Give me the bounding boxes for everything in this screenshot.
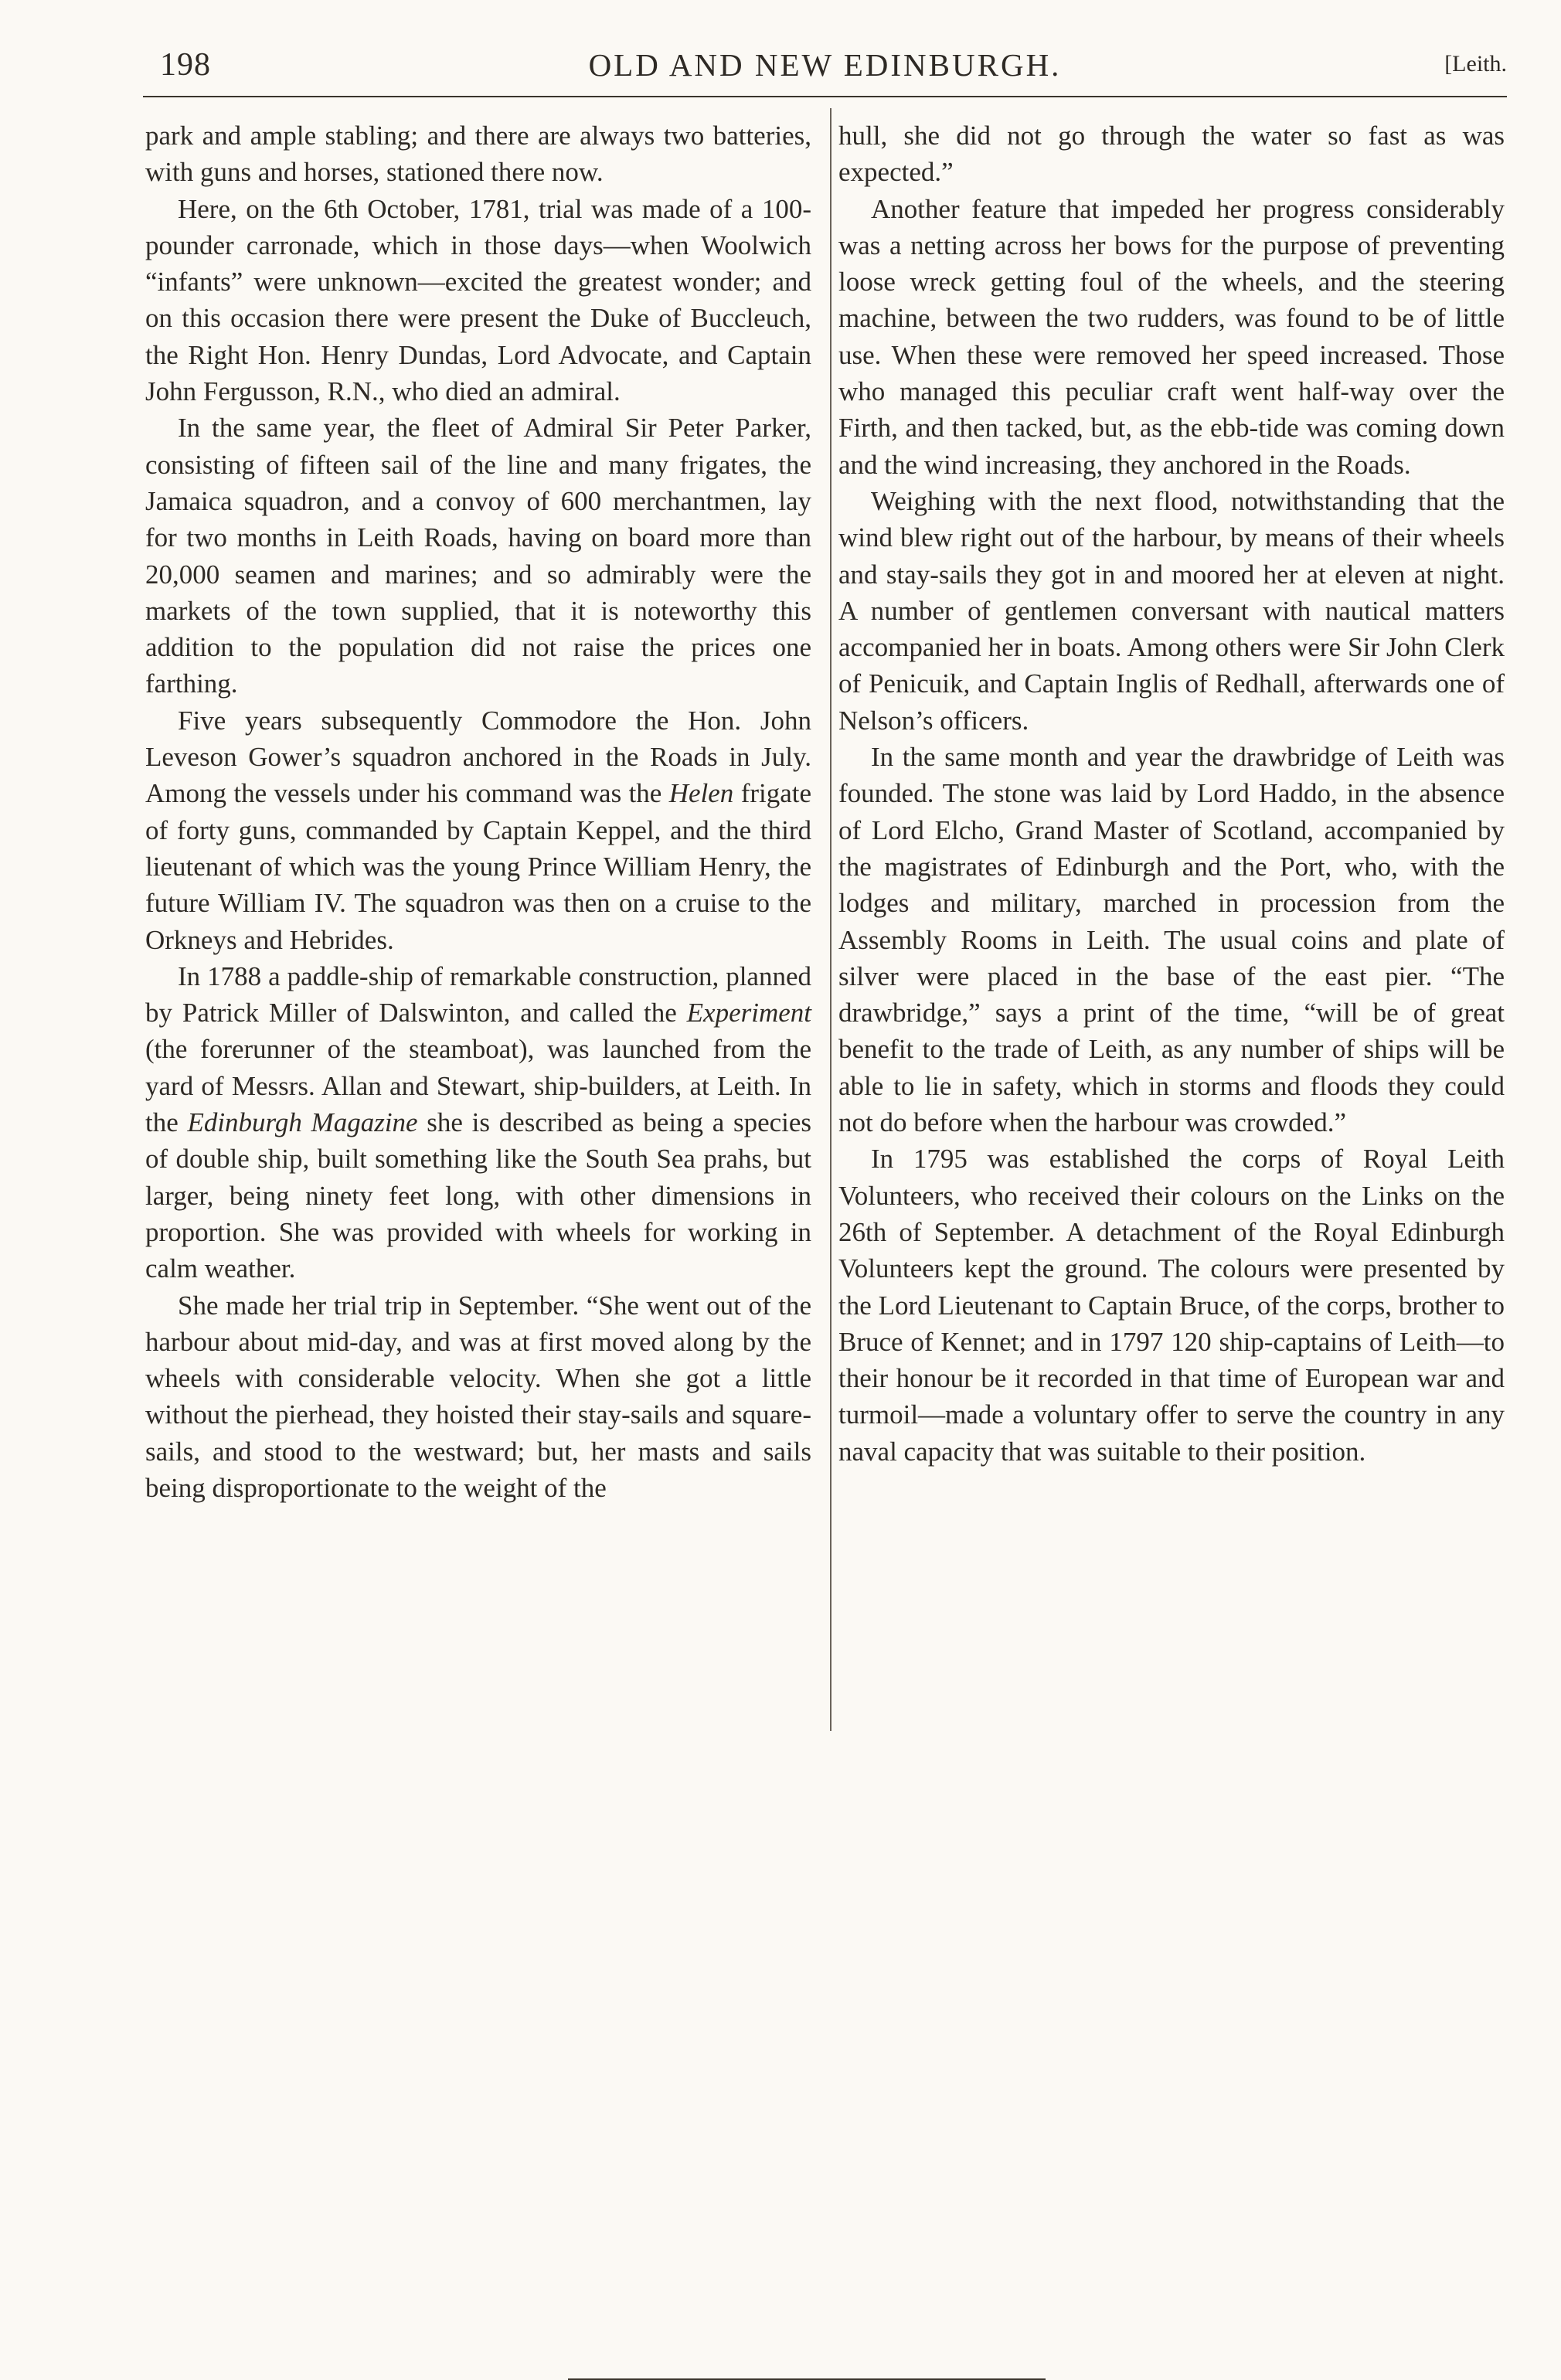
paragraph: park and ample stabling; and there are always two batteries, with guns and horses, stationed there now. (145, 121, 811, 188)
column-divider (830, 108, 832, 1731)
text-run: frigate of forty guns, commanded by Captain Keppel, and the third lieutenant of which was the young Prince William Henry, the future William IV. The squadron was then on a cruise to the Orkneys and Hebrides. (145, 778, 812, 955)
text-run: (the forerunner of the steamboat), was launched from the yard of Messrs. Allan and Stewart, ship-builders, at Leith. In the (145, 1034, 811, 1138)
ship-name: Helen (668, 778, 734, 809)
text-run: In 1788 a paddle-ship of remarkable construction, planned by Patrick Miller of Dalswinton, and called the (145, 960, 811, 1028)
paragraph: Another feature that impeded her progress considerably was a netting across her bows for the purpose of preventing loose wreck getting foul of the wheels, and the steering machine, between the two rudders, was found to be of little use. When these were removed her speed increased. Those who managed this peculiar craft went half-way over the Firth, and then tacked, but, as the ebb-tide was coming down and the wind increasing, they anchored in the Roads. (838, 193, 1505, 480)
page-number: 198 (160, 47, 211, 83)
paragraph (145, 958, 811, 1287)
header-rule (143, 96, 1507, 97)
ship-name: Experiment (686, 998, 811, 1028)
paragraph: In the same month and year the drawbridge of Leith was founded. The stone was laid by Lord Haddo, in the absence of Lord Elcho, Grand Master of Scotland, accompanied by the magistrates of Edinburgh and the Port, who, with the lodges and military, marched in procession from the Assembly Rooms in Leith. The usual coins and plate of silver were placed in the base of the east pier. “The drawbridge,” says a print of the time, “will be of great benefit to the trade of Leith, as any number of ships will be able to lie in safety, which in storms and floods they could not do before when the harbour was crowded.” (838, 742, 1505, 1138)
paragraph: Here, on the 6th October, 1781, trial was made of a 100-pounder carronade, which in those days—when Woolwich “infants” were unknown—excited the greatest wonder; and on this occasion there were present the Duke of Buccleuch, the Right Hon. Henry Dundas, Lord Advocate, and Captain John Fergusson, R.N., who died an admiral. (145, 193, 811, 407)
paragraph: hull, she did not go through the water so fast as was expected.” (838, 121, 1505, 188)
paragraph: Weighing with the next flood, notwithstanding that the wind blew right out of the harbour, by means of their wheels and stay-sails they got in and moored her at eleven at night. A number of gentlemen conversant with nautical matters accompanied her in boats. Among others were Sir John Clerk of Penicuik, and Captain Inglis of Redhall, afterwards one of Nelson’s officers. (838, 485, 1505, 736)
text-run: Five years subsequently Commodore the Hon. John Leveson Gower’s squadron anchored in the Roads in July. Among the vessels under his command was the (145, 705, 811, 809)
paragraph (145, 702, 811, 958)
text-run: she is described as being a species of double ship, built something like the South Sea prahs, but larger, being ninety feet long, with other dimensions in proportion. She was provided with wheels for working in calm weather. (145, 1107, 812, 1284)
paragraph: She made her trial trip in September. “She went out of the harbour about mid-day, and was at first moved along by the wheels with considerable velocity. When she got a little without the pierhead, they hoisted their stay-sails and square-sails, and stood to the westward; but, her masts and sails being disproportionate to the weight of the (145, 1290, 811, 1503)
running-title: OLD AND NEW EDINBURGH. (588, 47, 1062, 83)
publication-title: Edinburgh Magazine (187, 1107, 418, 1138)
paragraph: In the same year, the fleet of Admiral Sir Peter Parker, consisting of fifteen sail of the line and many frigates, the Jamaica squadron, and a convoy of 600 merchantmen, lay for two months in Leith Roads, having on board more than 20,000 seamen and marines; and so admirably were the markets of the town supplied, that it is noteworthy this addition to the population did not raise the prices one farthing. (145, 413, 811, 699)
left-column (145, 117, 811, 1506)
paragraph: In 1795 was established the corps of Royal Leith Volunteers, who received their colours on the Links on the 26th of September. A detachment of the Royal Edinburgh Volunteers kept the ground. The colours were presented by the Lord Lieutenant to Captain Bruce, of the corps, brother to Bruce of Kennet; and in 1797 120 ship-captains of Leith—to their honour be it recorded in that time of European war and turmoil—made a voluntary offer to serve the country in any naval capacity that was suitable to their position. (838, 1144, 1505, 1467)
running-header (143, 46, 1507, 93)
section-marker: [Leith. (1444, 51, 1507, 76)
right-column (838, 117, 1505, 1470)
